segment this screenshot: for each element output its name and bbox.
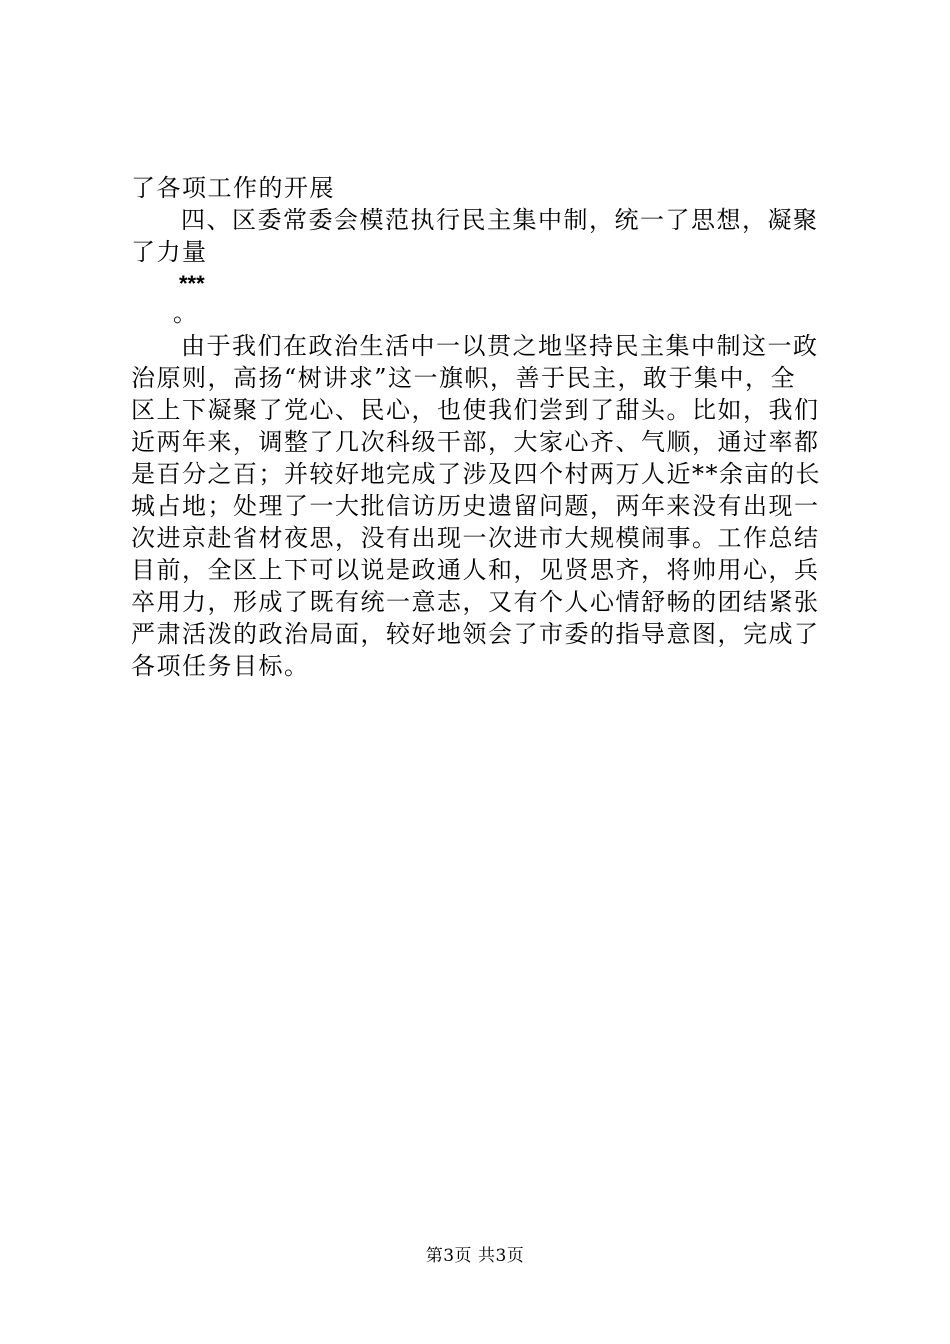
paragraph-line: 城占地；处理了一大批信访历史遗留问题，两年来没有出现一	[131, 492, 820, 520]
paragraph-line: 目前，全区上下可以说是政通人和，见贤思齐，将帅用心，兵	[131, 556, 820, 584]
text-line: 了各项工作的开展	[131, 174, 335, 202]
paragraph-line: 近两年来，调整了几次科级干部，大家心齐、气顺，通过率都	[131, 428, 820, 456]
paragraph-line: 次进京赴省材夜思，没有出现一次进市大规模闹事。工作总结	[131, 524, 820, 552]
section-heading-line: 四、区委常委会模范执行民主集中制，统一了思想，凝聚	[181, 206, 819, 234]
paragraph-line: 各项任务目标。	[131, 652, 310, 680]
placeholder-marker: ***	[179, 271, 205, 296]
paragraph-line: 治原则，高扬“树讲求”这一旗帜，善于民主，敢于集中，全	[131, 364, 797, 392]
page-number-footer: 第3页 共3页	[425, 1246, 525, 1266]
section-heading-line: 了力量	[131, 238, 208, 266]
paragraph-line: 是百分之百；并较好地完成了涉及四个村两万人近**余亩的长	[131, 460, 821, 488]
stray-period: 。	[173, 299, 199, 327]
paragraph-line: 卒用力，形成了既有统一意志，又有个人心情舒畅的团结紧张	[131, 588, 820, 616]
paragraph-line: 由于我们在政治生活中一以贯之地坚持民主集中制这一政	[181, 332, 819, 360]
document-body	[131, 172, 831, 682]
paragraph-line: 区上下凝聚了党心、民心，也使我们尝到了甜头。比如，我们	[131, 396, 820, 424]
paragraph-line: 严肃活泼的政治局面，较好地领会了市委的指导意图，完成了	[131, 620, 820, 648]
